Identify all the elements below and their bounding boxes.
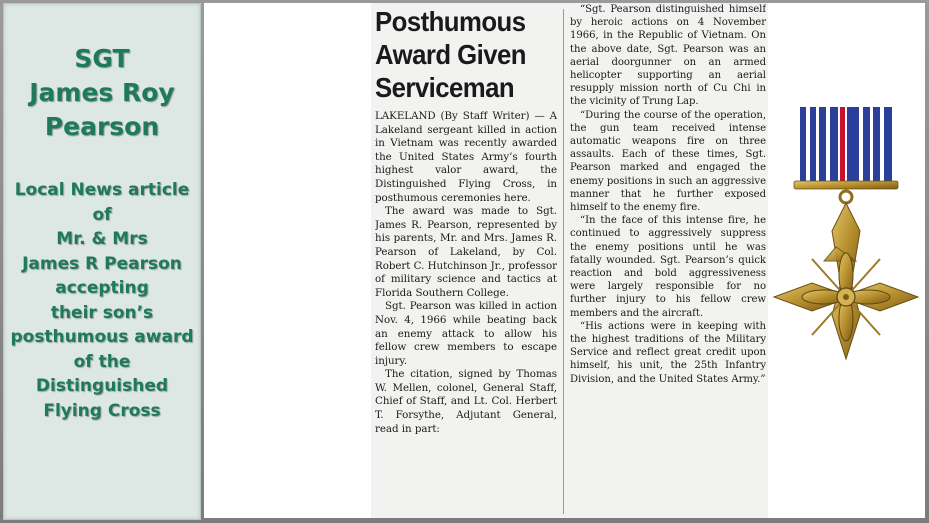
- desc-line: James R Pearson: [22, 253, 182, 274]
- desc-line: of: [92, 204, 112, 225]
- desc-line: Mr. & Mrs: [56, 229, 148, 249]
- citation-paragraph: “In the face of this intense fire, he continued to aggressively suppress the enemy positions until he was fatally wounded. Sgt. Pearson’s quick reaction and bold aggressiveness were largely responsible for no further injury to his fellow crew members and the aircraft.: [570, 215, 766, 319]
- distinguished-flying-cross-icon: [764, 99, 924, 369]
- content-area: [204, 3, 925, 518]
- citation-paragraph: “Sgt. Pearson distinguished himself by heroic actions on 4 November 1966, in the Republic of Vietnam. On the above date, Sgt. Pearson was an aerial doorgunner on an armed helicopter supporting an aerial resupply mission north of Cu Chi in the vicinity of Trung Lap.: [570, 4, 766, 108]
- article-headline: [375, 5, 557, 104]
- article-column-2: [570, 3, 766, 518]
- soldier-name: [4, 42, 200, 144]
- desc-line: accepting: [55, 278, 149, 298]
- name-line: Pearson: [44, 112, 160, 141]
- article-paragraph: The citation, signed by Thomas W. Mellen, colonel, General Staff, Chief of Staff, and Lt. Col. Herbert T. Forsythe, Adjutant General, read in part:: [375, 368, 557, 435]
- desc-line: Distinguished: [35, 376, 169, 396]
- newspaper-clipping: [371, 3, 768, 518]
- article-paragraph: LAKELAND (By Staff Writer) — A Lakeland sergeant killed in action in Vietnam was recently awarded the United States Army’s fourth highest valor award, the Distinguished Flying Cross, in posthumous ceremonies here.: [375, 110, 557, 204]
- desc-line: their son’s: [50, 302, 154, 323]
- caption-panel: [3, 3, 201, 520]
- headline-line: Posthumous: [375, 6, 526, 37]
- caption-description: [4, 178, 200, 423]
- column-divider: [563, 9, 564, 514]
- citation-paragraph: “His actions were in keeping with the highest traditions of the Military Service and reflect great credit upon himself, his unit, the 25th Infantry Division, and the United States Army.”: [570, 320, 766, 385]
- desc-line: Local News article: [14, 180, 190, 200]
- citation-paragraph: “During the course of the operation, the gun team received intense automatic weapons fire on three assaults. Each of these times, Sgt. Pearson marked and engaged the enemy positions in such an aggressive manner that he further exposed himself to the enemy fire.: [570, 109, 766, 214]
- name-line: James Roy: [29, 78, 175, 107]
- desc-line: Flying Cross: [43, 400, 161, 421]
- article-paragraph: The award was made to Sgt. James R. Pearson, represented by his parents, Mr. and Mrs. James R. Pearson of Lakeland, by Col. Robert C. Hutchinson Jr., professor of military science and tactics at Florida Southern College.: [375, 205, 557, 299]
- article-paragraph: Sgt. Pearson was killed in action Nov. 4, 1966 while beating back an enemy attack to allow his fellow crew members to escape injury.: [375, 300, 557, 367]
- name-line: SGT: [74, 44, 130, 73]
- headline-line: Serviceman: [375, 72, 515, 103]
- article-column-1: [375, 3, 557, 518]
- desc-line: of the: [73, 351, 131, 372]
- headline-line: Award Given: [375, 39, 526, 70]
- desc-line: posthumous award: [10, 327, 194, 347]
